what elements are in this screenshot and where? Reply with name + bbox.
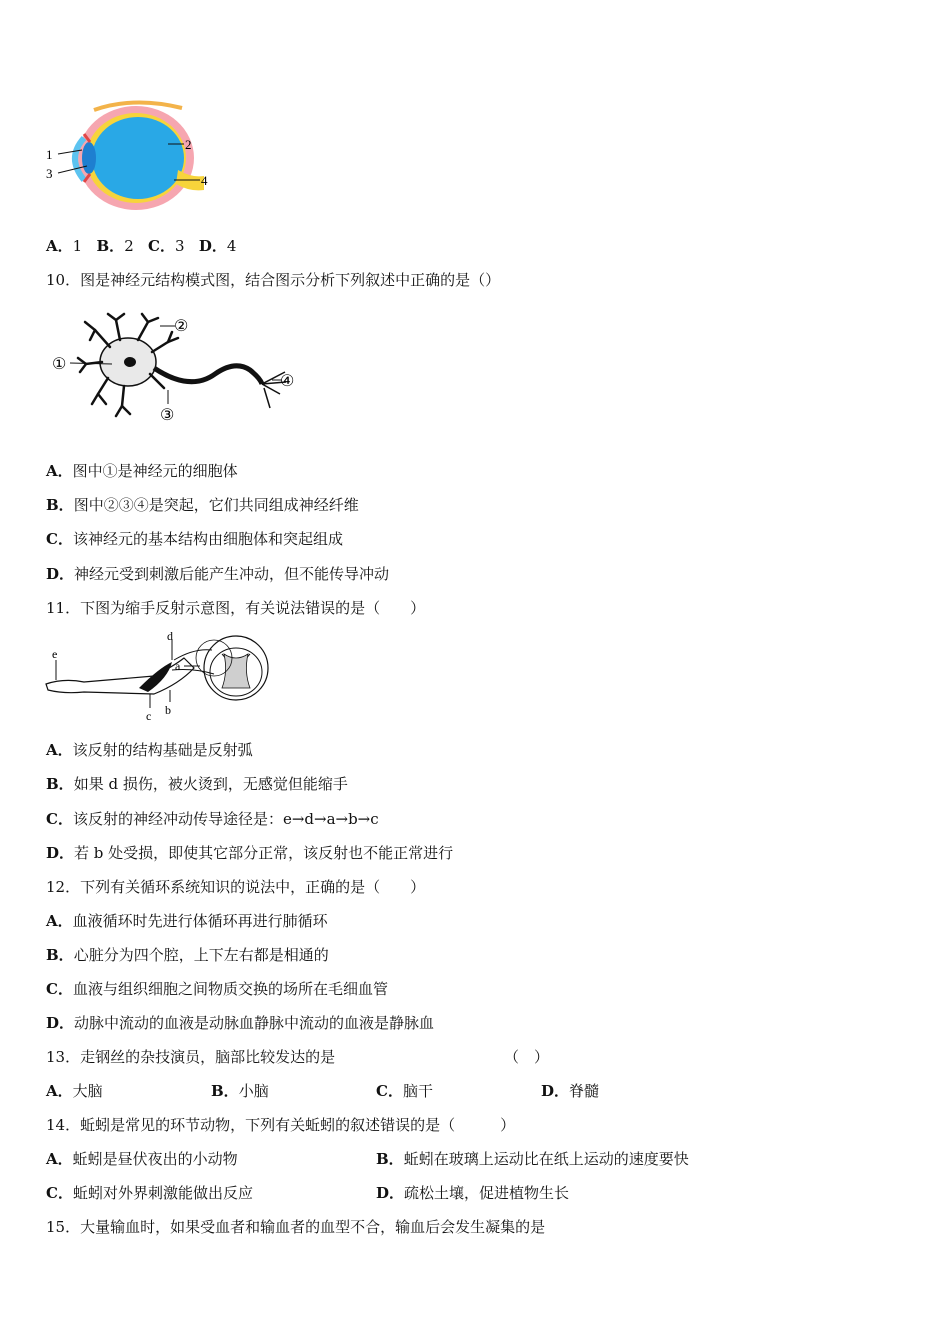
reflex-label-a: a [175,659,181,673]
q11-option-d[interactable]: D．若 b 处受损，即使其它部分正常，该反射也不能正常进行 [46,844,454,862]
q11-stem: 11．下图为缩手反射示意图，有关说法错误的是（ ） [46,599,426,617]
eye-diagram [44,98,219,218]
reflex-label-e: e [52,647,58,661]
q12-option-a[interactable]: A．血液循环时先进行体循环再进行肺循环 [46,912,328,930]
q11-option-b[interactable]: B．如果 d 损伤，被火烫到，无感觉但能缩手 [46,775,348,793]
q14-option-a[interactable]: A．蚯蚓是昼伏夜出的小动物 [46,1150,238,1168]
q12-option-d[interactable]: D．动脉中流动的血液是动脉血静脉中流动的血液是静脉血 [46,1014,435,1032]
eye-label-4: 4 [201,173,208,188]
q11-option-c[interactable]: C．该反射的神经冲动传导途径是：e→d→a→b→c [46,810,379,828]
reflex-label-c: c [146,709,152,723]
q13-option-a[interactable]: A．大脑 [46,1082,103,1100]
eye-label-2: 2 [185,137,192,152]
reflex-arc-diagram [44,628,279,723]
q15-stem: 15．大量输血时，如果受血者和输血者的血型不合，输血后会发生凝集的是 [46,1218,546,1236]
reflex-label-d: d [167,629,173,643]
q10-option-c[interactable]: C．该神经元的基本结构由细胞体和突起组成 [46,530,343,548]
q9-option-d[interactable]: D．4 [198,237,237,255]
neuron-label-3: ③ [160,407,175,424]
q14-option-b[interactable]: B．蚯蚓在玻璃上运动比在纸上运动的速度要快 [376,1150,689,1168]
neuron-label-2: ② [174,318,189,335]
neuron-diagram [50,312,305,427]
q9-option-a[interactable]: A．1 [46,237,83,255]
q13-option-c[interactable]: C．脑干 [376,1082,433,1100]
q9-option-b[interactable]: B．2 [96,237,134,255]
q12-option-c[interactable]: C．血液与组织细胞之间物质交换的场所在毛细血管 [46,980,388,998]
neuron-label-1: ① [52,356,67,373]
q10-stem: 10．图是神经元结构模式图，结合图示分析下列叙述中正确的是（） [46,271,501,289]
q11-option-a[interactable]: A．该反射的结构基础是反射弧 [46,741,253,759]
q9-option-c[interactable]: C．3 [148,237,185,255]
q14-stem: 14．蚯蚓是常见的环节动物，下列有关蚯蚓的叙述错误的是（ ） [46,1116,516,1134]
q9-options [46,236,236,256]
q14-option-c[interactable]: C．蚯蚓对外界刺激能做出反应 [46,1184,253,1202]
q12-option-b[interactable]: B．心脏分为四个腔，上下左右都是相通的 [46,946,329,964]
q10-option-b[interactable]: B．图中②③④是突起，它们共同组成神经纤维 [46,496,359,514]
reflex-label-b: b [165,703,171,717]
eye-label-1: 1 [46,147,53,162]
q10-option-d[interactable]: D．神经元受到刺激后能产生冲动，但不能传导冲动 [46,565,390,583]
q12-stem: 12．下列有关循环系统知识的说法中，正确的是（ ） [46,878,426,896]
q13-option-b[interactable]: B．小脑 [211,1082,269,1100]
eye-label-3: 3 [46,166,53,181]
q14-option-d[interactable]: D．疏松土壤，促进植物生长 [376,1184,570,1202]
q13-option-d[interactable]: D．脊髓 [541,1082,600,1100]
q10-option-a[interactable]: A．图中①是神经元的细胞体 [46,462,238,480]
neuron-label-4: ④ [280,373,295,390]
q13-stem: 13．走钢丝的杂技演员，脑部比较发达的是 [46,1048,336,1066]
q13-paren: （ ） [504,1048,550,1066]
